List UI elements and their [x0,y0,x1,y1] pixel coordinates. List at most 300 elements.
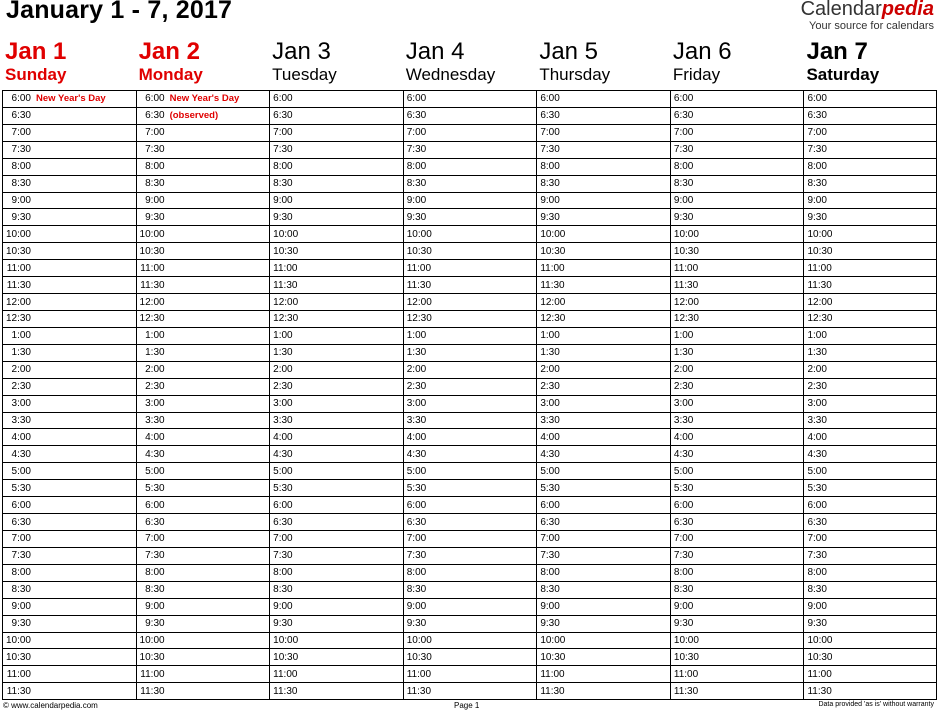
time-slot[interactable] [671,479,804,496]
time-slot[interactable] [3,107,136,124]
time-slot[interactable] [270,259,403,276]
time-slot[interactable] [537,310,670,327]
time-slot[interactable] [3,479,136,496]
time-slot[interactable] [537,141,670,158]
time-slot[interactable] [3,530,136,547]
time-label: 9:30 [145,211,165,223]
time-slot[interactable] [137,648,270,665]
time-label: 7:00 [673,533,694,545]
time-slot[interactable] [3,91,136,107]
time-label: 7:30 [406,144,427,156]
time-slot[interactable] [537,530,670,547]
time-slot[interactable] [270,293,403,310]
time-slot[interactable] [137,276,270,293]
time-label: 3:00 [406,398,427,410]
time-slot[interactable] [671,428,804,445]
time-slot[interactable] [137,91,270,107]
schedule-grid [2,90,937,700]
time-slot[interactable] [404,327,537,344]
time-slot[interactable] [3,310,136,327]
time-slot[interactable] [671,124,804,141]
time-slot[interactable] [671,412,804,429]
time-slot[interactable] [270,632,403,649]
time-slot[interactable] [804,428,936,445]
time-slot[interactable] [270,192,403,209]
time-slot[interactable] [537,445,670,462]
time-slot[interactable] [404,445,537,462]
time-slot[interactable] [804,91,936,107]
time-slot[interactable] [804,462,936,479]
time-slot[interactable] [3,192,136,209]
time-slot[interactable] [804,242,936,259]
time-slot[interactable] [137,632,270,649]
time-slot[interactable] [404,682,537,699]
time-slot[interactable] [404,158,537,175]
time-label: 12:00 [673,296,699,308]
time-slot[interactable] [270,530,403,547]
time-slot[interactable] [537,496,670,513]
time-label: 11:30 [273,685,298,697]
time-slot[interactable] [270,462,403,479]
time-label: 6:30 [145,110,165,122]
time-label: 12:00 [807,296,833,308]
time-slot[interactable] [137,344,270,361]
time-slot[interactable] [537,547,670,564]
time-slot[interactable] [537,581,670,598]
time-slot[interactable] [137,445,270,462]
time-slot[interactable] [270,412,403,429]
time-slot[interactable] [137,462,270,479]
time-slot[interactable] [804,276,936,293]
brand-logo[interactable] [801,0,934,32]
time-slot[interactable] [537,665,670,682]
time-slot[interactable] [671,310,804,327]
time-slot[interactable] [404,175,537,192]
time-slot[interactable] [671,344,804,361]
time-slot[interactable] [270,242,403,259]
time-label: 7:00 [807,127,827,139]
time-slot[interactable] [270,310,403,327]
time-slot[interactable] [270,648,403,665]
time-label: 10:00 [540,634,566,646]
time-slot[interactable] [671,513,804,530]
time-slot[interactable] [671,208,804,225]
time-slot[interactable] [404,107,537,124]
time-slot[interactable] [671,259,804,276]
time-slot[interactable] [270,276,403,293]
time-slot[interactable] [137,242,270,259]
time-slot[interactable] [3,276,136,293]
time-slot[interactable] [270,124,403,141]
time-slot[interactable] [137,513,270,530]
time-slot[interactable] [137,428,270,445]
time-label: 8:00 [540,161,560,173]
time-label: 4:00 [11,431,31,443]
time-slot[interactable] [404,242,537,259]
time-slot[interactable] [137,665,270,682]
time-slot[interactable] [3,615,136,632]
time-slot[interactable] [537,378,670,395]
time-slot[interactable] [270,547,403,564]
time-slot[interactable] [3,513,136,530]
time-slot[interactable] [270,496,403,513]
time-label: 6:30 [807,516,827,528]
time-slot[interactable] [671,242,804,259]
time-slot[interactable] [804,445,936,462]
time-slot[interactable] [404,124,537,141]
time-slot[interactable] [404,479,537,496]
time-slot[interactable] [270,344,403,361]
time-slot[interactable] [804,310,936,327]
time-slot[interactable] [537,259,670,276]
time-slot[interactable] [3,581,136,598]
time-label: 9:30 [145,618,165,630]
time-label: 11:00 [140,262,165,274]
time-slot[interactable] [270,141,403,158]
time-slot[interactable] [404,344,537,361]
time-slot[interactable] [404,361,537,378]
time-slot[interactable] [671,682,804,699]
time-slot[interactable] [404,192,537,209]
time-slot[interactable] [404,378,537,395]
time-slot[interactable] [537,412,670,429]
time-slot[interactable] [137,615,270,632]
time-slot[interactable] [671,581,804,598]
time-slot[interactable] [3,208,136,225]
time-slot[interactable] [537,225,670,242]
time-slot[interactable] [804,208,936,225]
time-slot[interactable] [804,378,936,395]
time-slot[interactable] [270,445,403,462]
time-slot[interactable] [804,598,936,615]
time-label: 6:00 [11,499,31,511]
time-slot[interactable] [404,648,537,665]
time-slot[interactable] [404,547,537,564]
time-label: 9:30 [673,211,694,223]
time-slot[interactable] [3,242,136,259]
time-slot[interactable] [3,378,136,395]
time-label: 3:00 [145,398,165,410]
time-slot[interactable] [804,412,936,429]
time-slot[interactable] [804,158,936,175]
time-label: 7:30 [807,144,827,156]
time-slot[interactable] [404,513,537,530]
time-slot[interactable] [537,91,670,107]
time-slot[interactable] [137,479,270,496]
time-slot[interactable] [671,158,804,175]
time-slot[interactable] [137,141,270,158]
time-slot[interactable] [537,428,670,445]
time-slot[interactable] [3,124,136,141]
time-slot[interactable] [671,327,804,344]
time-slot[interactable] [3,428,136,445]
time-slot[interactable] [537,158,670,175]
time-slot[interactable] [270,513,403,530]
time-label: 11:30 [140,279,165,291]
time-slot[interactable] [804,479,936,496]
time-slot[interactable] [3,395,136,412]
time-label: 12:30 [139,313,165,325]
time-slot[interactable] [804,682,936,699]
time-label: 4:30 [406,448,427,460]
time-label: 11:00 [140,668,165,680]
time-label: 7:30 [11,550,31,562]
time-slot[interactable] [3,445,136,462]
time-label: 12:30 [807,313,833,325]
time-slot[interactable] [537,462,670,479]
time-label: 10:30 [139,651,165,663]
time-slot[interactable] [671,632,804,649]
time-slot[interactable] [804,615,936,632]
time-slot[interactable] [137,259,270,276]
time-slot[interactable] [537,242,670,259]
time-slot[interactable] [537,395,670,412]
time-slot[interactable] [804,547,936,564]
time-slot[interactable] [270,91,403,107]
time-slot[interactable] [804,564,936,581]
time-slot[interactable] [671,496,804,513]
time-slot[interactable] [404,395,537,412]
time-slot[interactable] [270,107,403,124]
time-slot[interactable] [804,141,936,158]
time-slot[interactable] [270,682,403,699]
time-slot[interactable] [3,327,136,344]
time-slot[interactable] [404,91,537,107]
time-slot[interactable] [804,175,936,192]
time-slot[interactable] [804,513,936,530]
time-slot[interactable] [270,564,403,581]
time-slot[interactable] [537,682,670,699]
time-slot[interactable] [270,598,403,615]
time-slot[interactable] [804,530,936,547]
time-slot[interactable] [270,581,403,598]
time-slot[interactable] [537,192,670,209]
time-slot[interactable] [804,259,936,276]
time-slot[interactable] [537,361,670,378]
time-slot[interactable] [537,513,670,530]
time-slot[interactable] [404,496,537,513]
time-slot[interactable] [537,479,670,496]
time-slot[interactable] [404,293,537,310]
time-slot[interactable] [404,276,537,293]
time-slot[interactable] [270,327,403,344]
time-slot[interactable] [671,395,804,412]
time-slot[interactable] [404,310,537,327]
time-slot[interactable] [3,632,136,649]
time-slot[interactable] [137,395,270,412]
time-slot[interactable] [3,648,136,665]
time-slot[interactable] [3,259,136,276]
time-slot[interactable] [137,530,270,547]
time-slot[interactable] [537,107,670,124]
time-label: 3:30 [540,414,560,426]
time-slot[interactable] [671,192,804,209]
time-slot[interactable] [671,598,804,615]
time-slot[interactable] [270,395,403,412]
time-slot[interactable] [137,293,270,310]
time-slot[interactable] [404,225,537,242]
time-slot[interactable] [671,293,804,310]
time-slot[interactable] [270,665,403,682]
time-slot[interactable] [270,428,403,445]
time-slot[interactable] [671,361,804,378]
time-slot[interactable] [804,496,936,513]
time-slot[interactable] [3,344,136,361]
time-label: 7:00 [807,533,827,545]
footer-website[interactable]: © www.calendarpedia.com [3,701,98,710]
time-slot[interactable] [404,428,537,445]
time-slot[interactable] [804,648,936,665]
time-slot[interactable] [671,378,804,395]
time-slot[interactable] [404,632,537,649]
time-slot[interactable] [270,225,403,242]
time-slot[interactable] [3,158,136,175]
time-slot[interactable] [137,192,270,209]
time-slot[interactable] [137,208,270,225]
time-slot[interactable] [3,175,136,192]
time-slot[interactable] [537,344,670,361]
time-slot[interactable] [537,276,670,293]
time-label: 8:00 [11,161,31,173]
time-slot[interactable] [804,293,936,310]
time-slot[interactable] [671,175,804,192]
time-slot[interactable] [137,327,270,344]
time-slot[interactable] [3,462,136,479]
time-slot[interactable] [137,361,270,378]
time-slot[interactable] [804,107,936,124]
time-slot[interactable] [671,276,804,293]
time-slot[interactable] [804,344,936,361]
time-label: 11:00 [673,668,699,680]
time-slot[interactable] [537,293,670,310]
time-slot[interactable] [404,598,537,615]
time-slot[interactable] [404,615,537,632]
time-label: 9:30 [540,618,560,630]
time-slot[interactable] [3,141,136,158]
time-slot[interactable] [137,547,270,564]
time-slot[interactable] [137,310,270,327]
time-slot[interactable] [804,581,936,598]
time-slot[interactable] [671,665,804,682]
time-slot[interactable] [671,107,804,124]
time-label: 7:30 [540,550,560,562]
time-label: 5:00 [273,465,293,477]
time-label: 3:00 [11,398,31,410]
time-label: 8:00 [273,161,293,173]
time-slot[interactable] [270,158,403,175]
time-slot[interactable] [404,530,537,547]
time-slot[interactable] [804,192,936,209]
time-slot[interactable] [137,564,270,581]
time-slot[interactable] [404,462,537,479]
time-slot[interactable] [3,547,136,564]
time-slot[interactable] [137,107,270,124]
time-label: 7:00 [145,533,165,545]
time-label: 7:30 [673,144,694,156]
time-slot[interactable] [537,648,670,665]
time-slot[interactable] [537,124,670,141]
time-slot[interactable] [671,615,804,632]
time-slot[interactable] [671,648,804,665]
time-slot[interactable] [671,141,804,158]
time-slot[interactable] [537,564,670,581]
time-slot[interactable] [804,665,936,682]
time-slot[interactable] [3,293,136,310]
time-label: 12:00 [540,296,566,308]
time-label: 9:00 [11,194,31,206]
time-label: 10:30 [673,245,699,257]
time-slot[interactable] [537,615,670,632]
time-slot[interactable] [137,496,270,513]
time-slot[interactable] [3,412,136,429]
time-slot[interactable] [3,665,136,682]
time-slot[interactable] [3,598,136,615]
time-slot[interactable] [671,547,804,564]
time-slot[interactable] [537,208,670,225]
time-slot[interactable] [671,564,804,581]
time-slot[interactable] [270,361,403,378]
time-slot[interactable] [537,598,670,615]
time-label: 8:00 [145,161,165,173]
time-slot[interactable] [804,632,936,649]
time-slot[interactable] [270,175,403,192]
time-slot[interactable] [671,445,804,462]
time-slot[interactable] [270,208,403,225]
time-slot[interactable] [137,412,270,429]
time-slot[interactable] [671,91,804,107]
time-slot[interactable] [537,632,670,649]
time-slot[interactable] [137,378,270,395]
time-slot[interactable] [404,581,537,598]
time-slot[interactable] [404,141,537,158]
time-slot[interactable] [137,598,270,615]
time-slot[interactable] [137,581,270,598]
time-slot[interactable] [404,412,537,429]
time-slot[interactable] [270,615,403,632]
time-label: 2:30 [11,381,31,393]
time-slot[interactable] [3,564,136,581]
time-slot[interactable] [137,682,270,699]
time-slot[interactable] [404,208,537,225]
time-slot[interactable] [404,259,537,276]
time-slot[interactable] [804,124,936,141]
time-slot[interactable] [804,395,936,412]
time-slot[interactable] [3,225,136,242]
time-slot[interactable] [537,175,670,192]
time-slot[interactable] [137,175,270,192]
time-slot[interactable] [804,327,936,344]
time-slot[interactable] [404,564,537,581]
time-slot[interactable] [270,378,403,395]
time-slot[interactable] [804,361,936,378]
time-slot[interactable] [404,665,537,682]
time-slot[interactable] [3,496,136,513]
time-slot[interactable] [137,158,270,175]
time-slot[interactable] [137,124,270,141]
time-slot[interactable] [671,462,804,479]
time-slot[interactable] [804,225,936,242]
time-slot[interactable] [537,327,670,344]
time-label: 3:00 [673,398,694,410]
time-label: 1:00 [673,330,694,342]
time-slot[interactable] [671,225,804,242]
time-slot[interactable] [3,682,136,699]
time-slot[interactable] [137,225,270,242]
time-slot[interactable] [270,479,403,496]
time-slot[interactable] [3,361,136,378]
time-label: 10:30 [273,245,299,257]
time-slot[interactable] [671,530,804,547]
